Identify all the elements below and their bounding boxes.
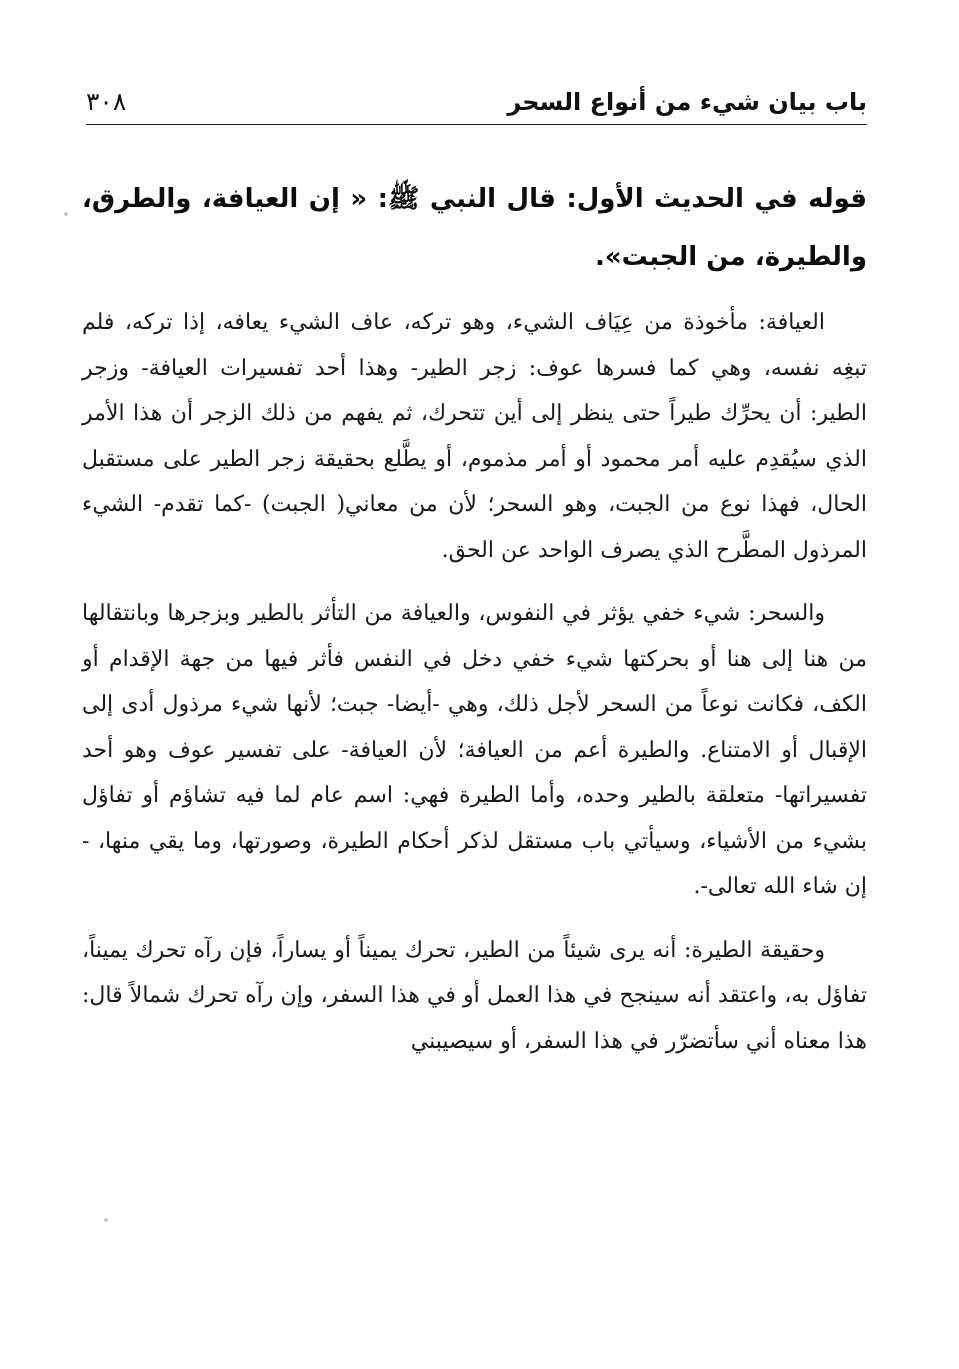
page-header — [86, 84, 867, 128]
running-title: باب بيان شيء من أنواع السحر — [507, 88, 867, 116]
page-body — [82, 170, 867, 1082]
section-heading: قوله في الحديث الأول: قال النبي ﷺ: « إن العيافة، والطرق، والطيرة، من الجبت». — [82, 184, 867, 272]
paragraph-al-iyafa: العيافة: مأخوذة من عِيَاف الشيء، وهو تركه، عاف الشيء يعافه، إذا تركه، فلم تبغِه نفسه، وهي كما فسرها عوف: زجر الطير- وهذا أحد تفسيرات العيافة- وزجر الطير: أن يحرِّك طيراً حتى ينظر إلى أين تتحرك، ثم يفهم من ذلك الزجر أن هذا الأمر الذي سيُقدِم عليه أمر محمود أو أمر مذموم، أو يطَّلع بحقيقة زجر الطير على مستقبل الحال، فهذا نوع من الجبت، وهو السحر؛ لأن من معاني( الجبت) -كما تقدم- الشيء المرذول المطَّرح الذي يصرف الواحد عن الحق. — [82, 310, 867, 563]
page-number: ٣٠٨ — [86, 87, 127, 116]
header-divider — [86, 124, 867, 125]
paragraph-haqiqat-al-tiyara: وحقيقة الطيرة: أنه يرى شيئاً من الطير، تحرك يميناً أو يساراً، فإن رآه تحرك يميناً، تفاؤل به، واعتقد أنه سينجح في هذا العمل أو في هذا السفر، وإن رآه تحرك شمالاً قال: هذا معناه أني سأتضرّر في هذا السفر، أو سيصيبني — [82, 937, 867, 1054]
paragraph-al-sihr: والسحر: شيء خفي يؤثر في النفوس، والعيافة من التأثر بالطير وبزجرها وبانتقالها من هنا إلى هنا أو بحركتها شيء خفي دخل في النفس فأثر فيها من جهة الإقدام أو الكف، فكانت نوعاً من السحر لأجل ذلك، وهي -أيضا- جبت؛ لأنها شيء مرذول أدى إلى الإقبال أو الامتناع. والطيرة أعم من العيافة؛ لأن العيافة- على تفسير عوف وهو أحد تفسيراتها- متعلقة بالطير وحده، وأما الطيرة فهي: اسم عام لما فيه تشاؤم أو تفاؤل بشيء من الأشياء، وسيأتي باب مستقل لذكر أحكام الطيرة، وصورتها، وما يقي منها، - إن شاء الله تعالى-. — [82, 601, 867, 899]
scan-speck — [64, 212, 68, 216]
scan-speck — [104, 1218, 108, 1222]
